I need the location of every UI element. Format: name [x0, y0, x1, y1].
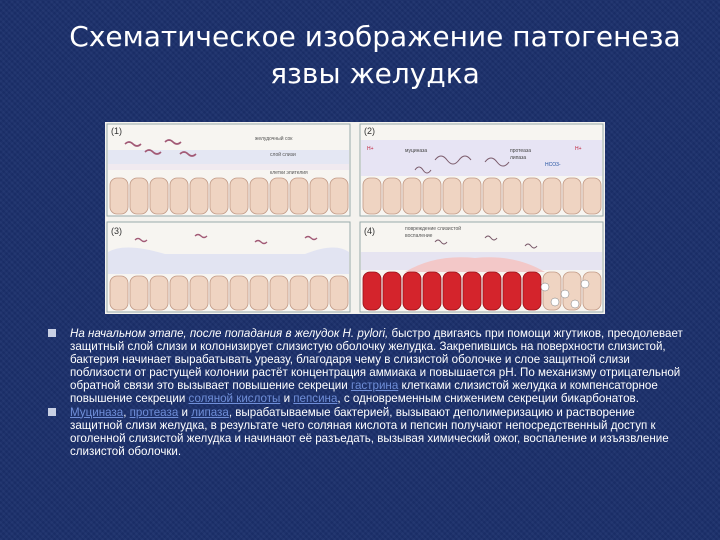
bullet-2-body: , вырабатываемые бактерией, вызывают деполимеризацию и растворение защитной слизи желудка, в результате чего соляная кислота и пепсин получают непосредственный доступ к оголенной слизистой желудка и начинают её разъедать, вызывая химический ожог, воспаление и изъязвление слизистой оболочки. — [70, 405, 669, 458]
link-protease[interactable]: протеаза — [129, 405, 179, 419]
panel1-caption-juice: желудочный сок — [255, 136, 293, 142]
pathogenesis-diagram — [105, 122, 605, 314]
bullet-item-2 — [48, 406, 688, 458]
bullet-2-sep2: и — [178, 405, 192, 419]
bullet-1-body: быстро двигаясь при помощи жгутиков, преодолевает защитный слой слизи и колонизирует слизистую оболочку желудка. Закрепившись на поверхности слизистой, бактерия начинает вырабатывать уреазу, благодаря чему в слизистой оболочке и слое защитной слизи поблизости от растущей колонии растёт концентрация аммиака и повышается pH. По механизму отрицательной обратной связи это вызывает повышение секреции — [70, 327, 683, 393]
panel2-hco3: HCO3- — [545, 162, 561, 168]
panel4-caption-damage: повреждение слизистой — [405, 226, 462, 232]
panel1-caption-mucus: слой слизи — [270, 152, 296, 158]
bullet-2-text — [70, 406, 688, 458]
panel4-label: (4) — [364, 226, 375, 236]
link-gastrin[interactable]: гастрина — [350, 379, 399, 393]
panel1-mucus-layer — [108, 150, 349, 164]
panel2-lipase: липаза — [510, 155, 527, 161]
bullet-item-1 — [48, 327, 688, 406]
panel4-caption-inflammation: воспаление — [405, 233, 433, 239]
panel2-protease: протеаза — [510, 148, 531, 154]
panel1-caption-cells: клетки эпителия — [270, 170, 308, 176]
panel2-mucinase: муциназа — [405, 148, 428, 154]
bullet-1-and: и — [280, 392, 294, 406]
bullet-list — [48, 327, 688, 458]
bullet-1-body-2: клетками слизистой желудка и компенсаторное повышение секреции — [70, 379, 658, 406]
panel1-label: (1) — [111, 126, 122, 136]
bullet-1-intro: На начальном этапе, после попадания в желудок H. pylori, — [70, 327, 389, 340]
link-mucinase[interactable]: Муциназа — [70, 405, 124, 419]
bullet-1-end: , с одновременным снижением секреции бикарбонатов. — [337, 392, 639, 406]
bullet-square-icon — [48, 329, 56, 337]
panel2-label: (2) — [364, 126, 375, 136]
bullet-square-icon — [48, 408, 56, 416]
panel2-h1: H+ — [367, 146, 374, 152]
bullet-1-text — [70, 327, 688, 406]
slide-title-line2: язвы желудка — [270, 57, 480, 90]
slide-title — [60, 18, 690, 92]
link-pepsin[interactable]: пепсина — [293, 392, 338, 406]
panel3-label: (3) — [111, 226, 122, 236]
panel4-inflamed-epithelium — [363, 272, 541, 310]
panel2-h2: H+ — [575, 146, 582, 152]
slide-title-line1: Схематическое изображение патогенеза — [69, 20, 681, 53]
bullet-2-sep1: , — [123, 405, 130, 419]
link-hydrochloric-acid[interactable]: соляной кислоты — [188, 392, 281, 406]
panel2-mucus-layer — [361, 140, 602, 176]
link-lipase[interactable]: липаза — [191, 405, 229, 419]
